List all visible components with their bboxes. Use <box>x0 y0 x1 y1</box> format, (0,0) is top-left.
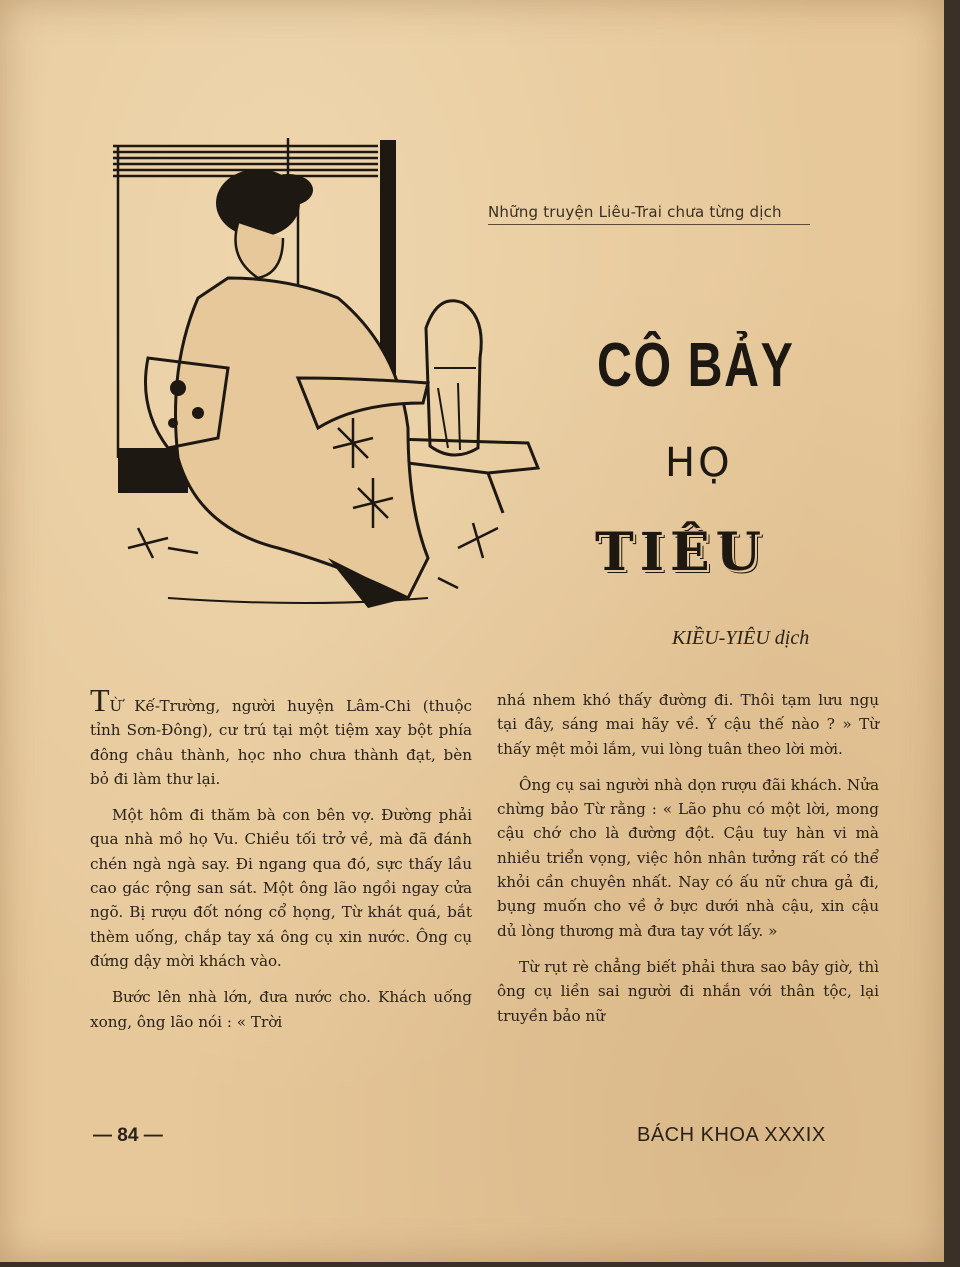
title-line-2: HỌ <box>665 440 733 486</box>
paragraph: Ông cụ sai người nhà dọn rượu đãi khách. Nửa chừng bảo Từ rằng : « Lão phu có một lời, mong cậu chớ cho là đường đột. Cậu tuy hàn vi mà nhiều triển vọng, việc hôn nhân tưởng rất có thể khỏi cần chuyên nhất. Nay có ấu nữ chưa gả đi, bụng muốn cho về ở bực dưới nhà cậu, xin cậu dủ lòng thương mà đưa tay vớt lấy. » <box>497 775 879 940</box>
page-number: — 84 — <box>93 1125 163 1146</box>
article-column-right <box>497 688 879 1040</box>
paragraph: Từ rụt rè chẳng biết phải thưa sao bây giờ, thì ông cụ liền sai người đi nhắn với thân tộc, lại truyền bảo nữ <box>497 957 879 1025</box>
drop-cap: T <box>90 682 110 718</box>
series-heading: Những truyện Liêu-Trai chưa từng dịch <box>488 203 810 225</box>
paragraph: Bước lên nhà lớn, đưa nước cho. Khách uống xong, ông lão nói : « Trời <box>90 988 472 1031</box>
woman-kimono-illustration <box>108 128 548 618</box>
paragraph-text: Ừ Kế-Trường, người huyện Lâm-Chi (thuộc tỉnh Sơn-Đông), cư trú tại một tiệm xay bột phía đông châu thành, học nho chưa thành đạt, bèn bỏ đi làm thư lại. <box>90 697 472 788</box>
article-column-left <box>90 682 472 1046</box>
magazine-footer: BÁCH KHOA XXXIX <box>637 1124 826 1146</box>
title-line-3: TIÊU <box>595 522 768 583</box>
title-line-1: CÔ BẢY <box>597 331 795 400</box>
paragraph: Một hôm đi thăm bà con bên vợ. Đường phải qua nhà mồ họ Vu. Chiều tối trở về, mà đã đánh chén ngà ngà say. Đi ngang qua đó, sực thấy lầu cao gác rộng san sát. Một ông lão ngồi ngay cửa ngõ. Bị rượu đốt nóng cổ họng, Từ khát quá, bắt thèm uống, chắp tay xá ông cụ xin nước. Ông cụ đứng dậy mời khách vào. <box>90 806 472 970</box>
paragraph: nhá nhem khó thấy đường đi. Thôi tạm lưu ngụ tại đây, sáng mai hãy về. Ý cậu thế nào ? » Từ thấy mệt mỏi lắm, vui lòng tuân theo lời mời. <box>497 691 879 758</box>
translator-byline: KIỀU-YIÊU dịch <box>672 627 810 649</box>
paragraph <box>90 682 472 791</box>
